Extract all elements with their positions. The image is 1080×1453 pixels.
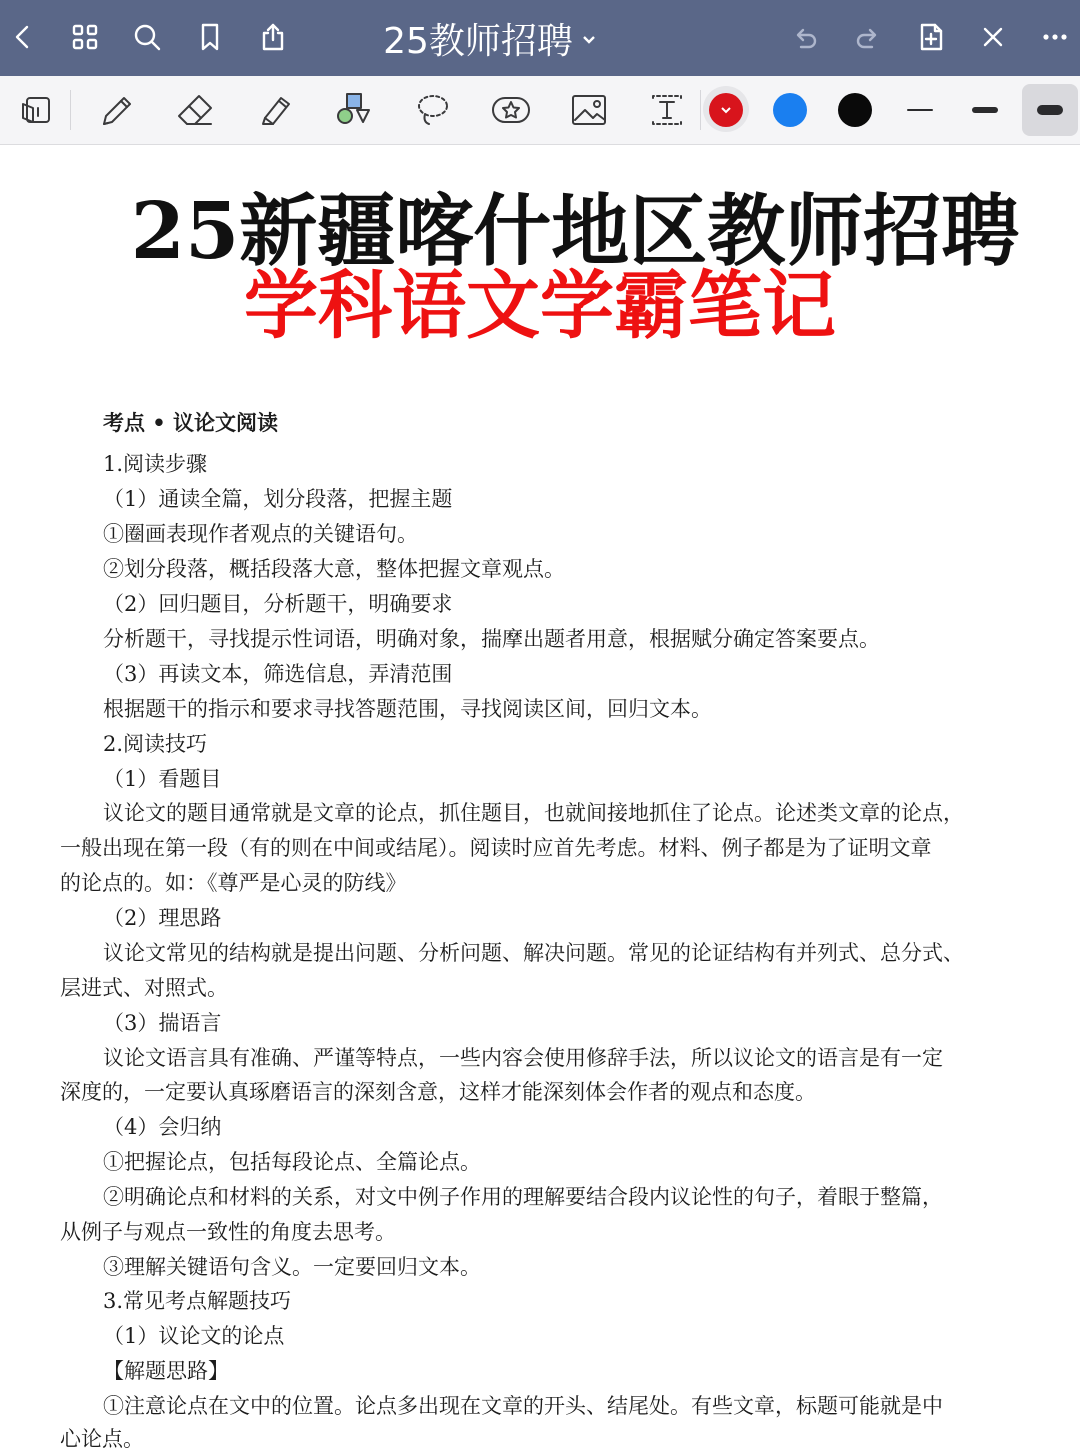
text-line: ②划分段落，概括段落大意，整体把握文章观点。 [103, 557, 565, 581]
text-line: 议论文语言具有准确、严谨等特点，一些内容会使用修辞手法，所以议论文的语言是有一定 [103, 1046, 943, 1070]
text-line: （1）通读全篇，划分段落，把握主题 [103, 487, 453, 511]
close-icon[interactable] [970, 14, 1016, 60]
text-line: 的论点的。如：《尊严是心灵的防线》 [60, 871, 407, 895]
text-line: ①圈画表现作者观点的关键语句。 [103, 522, 418, 546]
text-line: （1）看题目 [103, 767, 222, 791]
search-icon[interactable] [124, 14, 170, 60]
text-line: 1.阅读步骤 [103, 452, 208, 476]
document-page[interactable] [0, 145, 1080, 1451]
drawing-toolbar [0, 76, 1080, 145]
redo-icon[interactable] [845, 14, 891, 60]
bookmark-icon[interactable] [187, 14, 233, 60]
toolbar-divider [70, 90, 71, 130]
text-line: （2）理思路 [103, 906, 222, 930]
shapes-icon[interactable] [326, 84, 380, 136]
document-title-dropdown[interactable] [360, 12, 620, 64]
toolbar-divider [700, 90, 701, 130]
text-line: 一般出现在第一段（有的则在中间或结尾）。阅读时应首先考虑。材料、例子都是为了证明文章 [60, 836, 932, 860]
text-line: ③理解关键语句含义。一定要回归文本。 [103, 1255, 481, 1279]
text-line: 根据题干的指示和要求寻找答题范围，寻找阅读区间，回归文本。 [103, 697, 712, 721]
blue-color-swatch[interactable] [773, 93, 807, 127]
chevron-down-icon [581, 32, 597, 48]
text-line: 2.阅读技巧 [103, 732, 208, 756]
lasso-icon[interactable] [406, 84, 460, 136]
image-icon[interactable] [562, 84, 616, 136]
highlighter-icon[interactable] [248, 84, 302, 136]
text-line: 议论文常见的结构就是提出问题、分析问题、解决问题。常见的论证结构有并列式、总分式、 [103, 941, 964, 965]
stroke-medium-option[interactable] [957, 84, 1013, 136]
eraser-icon[interactable] [168, 84, 222, 136]
more-icon[interactable] [1032, 14, 1078, 60]
text-line: （1）议论文的论点 [103, 1324, 285, 1348]
text-line: 3.常见考点解题技巧 [103, 1289, 292, 1313]
chevron-left-icon[interactable] [0, 14, 46, 60]
stroke-thick-option[interactable] [1022, 84, 1078, 136]
text-box-icon[interactable] [640, 84, 694, 136]
app-title: 25教师招聘 [383, 20, 573, 62]
text-line: （2）回归题目，分析题干，明确要求 [103, 592, 453, 616]
text-line: 【解题思路】 [103, 1359, 229, 1383]
document-heading: 25新疆喀什地区教师招聘 [130, 186, 1020, 277]
stroke-thin-option[interactable] [892, 84, 948, 136]
undo-icon[interactable] [782, 14, 828, 60]
chevron-down-icon [709, 93, 743, 127]
text-line: ①注意论点在文中的位置。论点多出现在文章的开头、结尾处。有些文章，标题可能就是中 [103, 1394, 943, 1418]
top-navigation-bar [0, 0, 1080, 76]
text-line: 层进式、对照式。 [60, 976, 228, 1000]
red-color-swatch[interactable] [709, 93, 743, 127]
text-line: 心论点。 [60, 1427, 144, 1451]
text-line: （4）会归纳 [103, 1115, 222, 1139]
grid-icon[interactable] [62, 14, 108, 60]
text-line: ①把握论点，包括每段论点、全篇论点。 [103, 1150, 481, 1174]
section-heading: 考点 • 议论文阅读 [103, 411, 279, 435]
sticker-icon[interactable] [484, 84, 538, 136]
add-page-icon[interactable] [908, 14, 954, 60]
text-line: 从例子与观点一致性的角度去思考。 [60, 1220, 396, 1244]
read-mode-icon[interactable] [10, 84, 64, 136]
black-color-swatch[interactable] [838, 93, 872, 127]
share-icon[interactable] [250, 14, 296, 60]
text-line: 深度的，一定要认真琢磨语言的深刻含意，这样才能深刻体会作者的观点和态度。 [60, 1080, 816, 1104]
text-line: 分析题干，寻找提示性词语，明确对象，揣摩出题者用意，根据赋分确定答案要点。 [103, 627, 880, 651]
text-line: 议论文的题目通常就是文章的论点，抓住题目，也就间接地抓住了论点。论述类文章的论点， [103, 801, 964, 825]
text-line: （3）揣语言 [103, 1011, 222, 1035]
document-subtitle: 学科语文学霸笔记 [244, 263, 836, 349]
pen-icon[interactable] [89, 84, 143, 136]
text-line: ②明确论点和材料的关系，对文中例子作用的理解要结合段内议论性的句子，着眼于整篇， [103, 1185, 943, 1209]
text-line: （3）再读文本，筛选信息，弄清范围 [103, 662, 453, 686]
